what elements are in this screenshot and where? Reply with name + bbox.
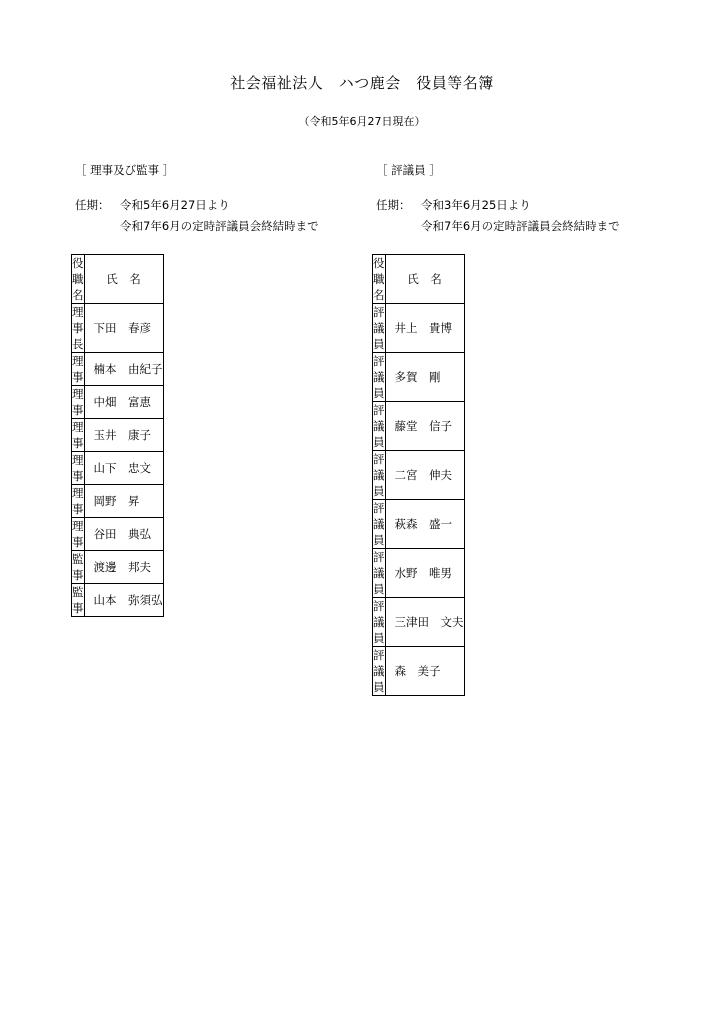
column-header-role: 役職名 (373, 256, 385, 302)
role-cell: 評議員 (373, 599, 385, 645)
table-row (373, 647, 465, 696)
name-cell: 岡野 昇 (84, 485, 163, 518)
table-row (72, 452, 164, 485)
table-row (72, 353, 164, 386)
role-cell: 評議員 (373, 452, 385, 498)
table-header-row (72, 255, 164, 304)
directors-term-label: 任期： (75, 198, 110, 212)
table-row (373, 500, 465, 549)
name-cell: 萩森 盛一 (385, 500, 464, 549)
councilors-heading: ［ 評議員 ］ (376, 163, 441, 177)
councilors-term-start-text: 令和3年6月25日より (421, 198, 531, 212)
councilors-term-start (376, 197, 531, 213)
name-cell: 渡邊 邦夫 (84, 551, 163, 584)
role-cell: 評議員 (373, 648, 385, 694)
directors-heading: ［ 理事及び監事 ］ (75, 163, 175, 177)
name-cell: 山下 忠文 (84, 452, 163, 485)
directors-term-start (75, 197, 230, 213)
name-cell: 玉井 康子 (84, 419, 163, 452)
directors-term-end: 令和7年6月の定時評議員会終結時まで (120, 219, 319, 233)
role-cell: 評議員 (373, 305, 385, 351)
table-row (72, 518, 164, 551)
name-cell: 多賀 剛 (385, 353, 464, 402)
role-cell: 理事 (72, 387, 84, 417)
table-header-row (373, 255, 465, 304)
role-cell: 理事 (72, 354, 84, 384)
column-header-role: 役職名 (72, 256, 84, 302)
role-cell: 評議員 (373, 550, 385, 596)
councilors-table-body (373, 304, 465, 696)
directors-table-body (72, 304, 164, 617)
councilors-term-end: 令和7年6月の定時評議員会終結時まで (421, 219, 620, 233)
table-row (72, 304, 164, 353)
name-cell: 井上 貴博 (385, 304, 464, 353)
role-cell: 評議員 (373, 501, 385, 547)
name-cell: 谷田 典弘 (84, 518, 163, 551)
table-row (373, 304, 465, 353)
table-row (72, 584, 164, 617)
table-row (72, 386, 164, 419)
role-cell: 監事 (72, 552, 84, 582)
role-cell: 理事 (72, 420, 84, 450)
directors-table (71, 254, 164, 617)
role-cell: 理事 (72, 453, 84, 483)
role-cell: 評議員 (373, 354, 385, 400)
table-row (373, 598, 465, 647)
table-row (72, 551, 164, 584)
table-row (72, 419, 164, 452)
role-cell: 監事 (72, 585, 84, 615)
name-cell: 山本 弥須弘 (84, 584, 163, 617)
name-cell: 三津田 文夫 (385, 598, 464, 647)
table-row (373, 402, 465, 451)
name-cell: 下田 春彦 (84, 304, 163, 353)
column-header-name: 氏 名 (84, 255, 163, 304)
column-header-name: 氏 名 (385, 255, 464, 304)
name-cell: 楠本 由紀子 (84, 353, 163, 386)
directors-term-start-text: 令和5年6月27日より (120, 198, 230, 212)
role-cell: 評議員 (373, 403, 385, 449)
table-row (373, 451, 465, 500)
role-cell: 理事長 (72, 305, 84, 351)
name-cell: 二宮 伸夫 (385, 451, 464, 500)
role-cell: 理事 (72, 519, 84, 549)
table-row (373, 353, 465, 402)
table-row (373, 549, 465, 598)
councilors-table (372, 254, 465, 696)
as-of-date: （令和5年6月27日現在） (298, 115, 426, 128)
name-cell: 中畑 富恵 (84, 386, 163, 419)
document-title: 社会福祉法人 ハつ鹿会 役員等名簿 (230, 74, 494, 92)
table-row (72, 485, 164, 518)
councilors-term-label: 任期： (376, 198, 411, 212)
name-cell: 森 美子 (385, 647, 464, 696)
name-cell: 藤堂 信子 (385, 402, 464, 451)
role-cell: 理事 (72, 486, 84, 516)
name-cell: 水野 唯男 (385, 549, 464, 598)
